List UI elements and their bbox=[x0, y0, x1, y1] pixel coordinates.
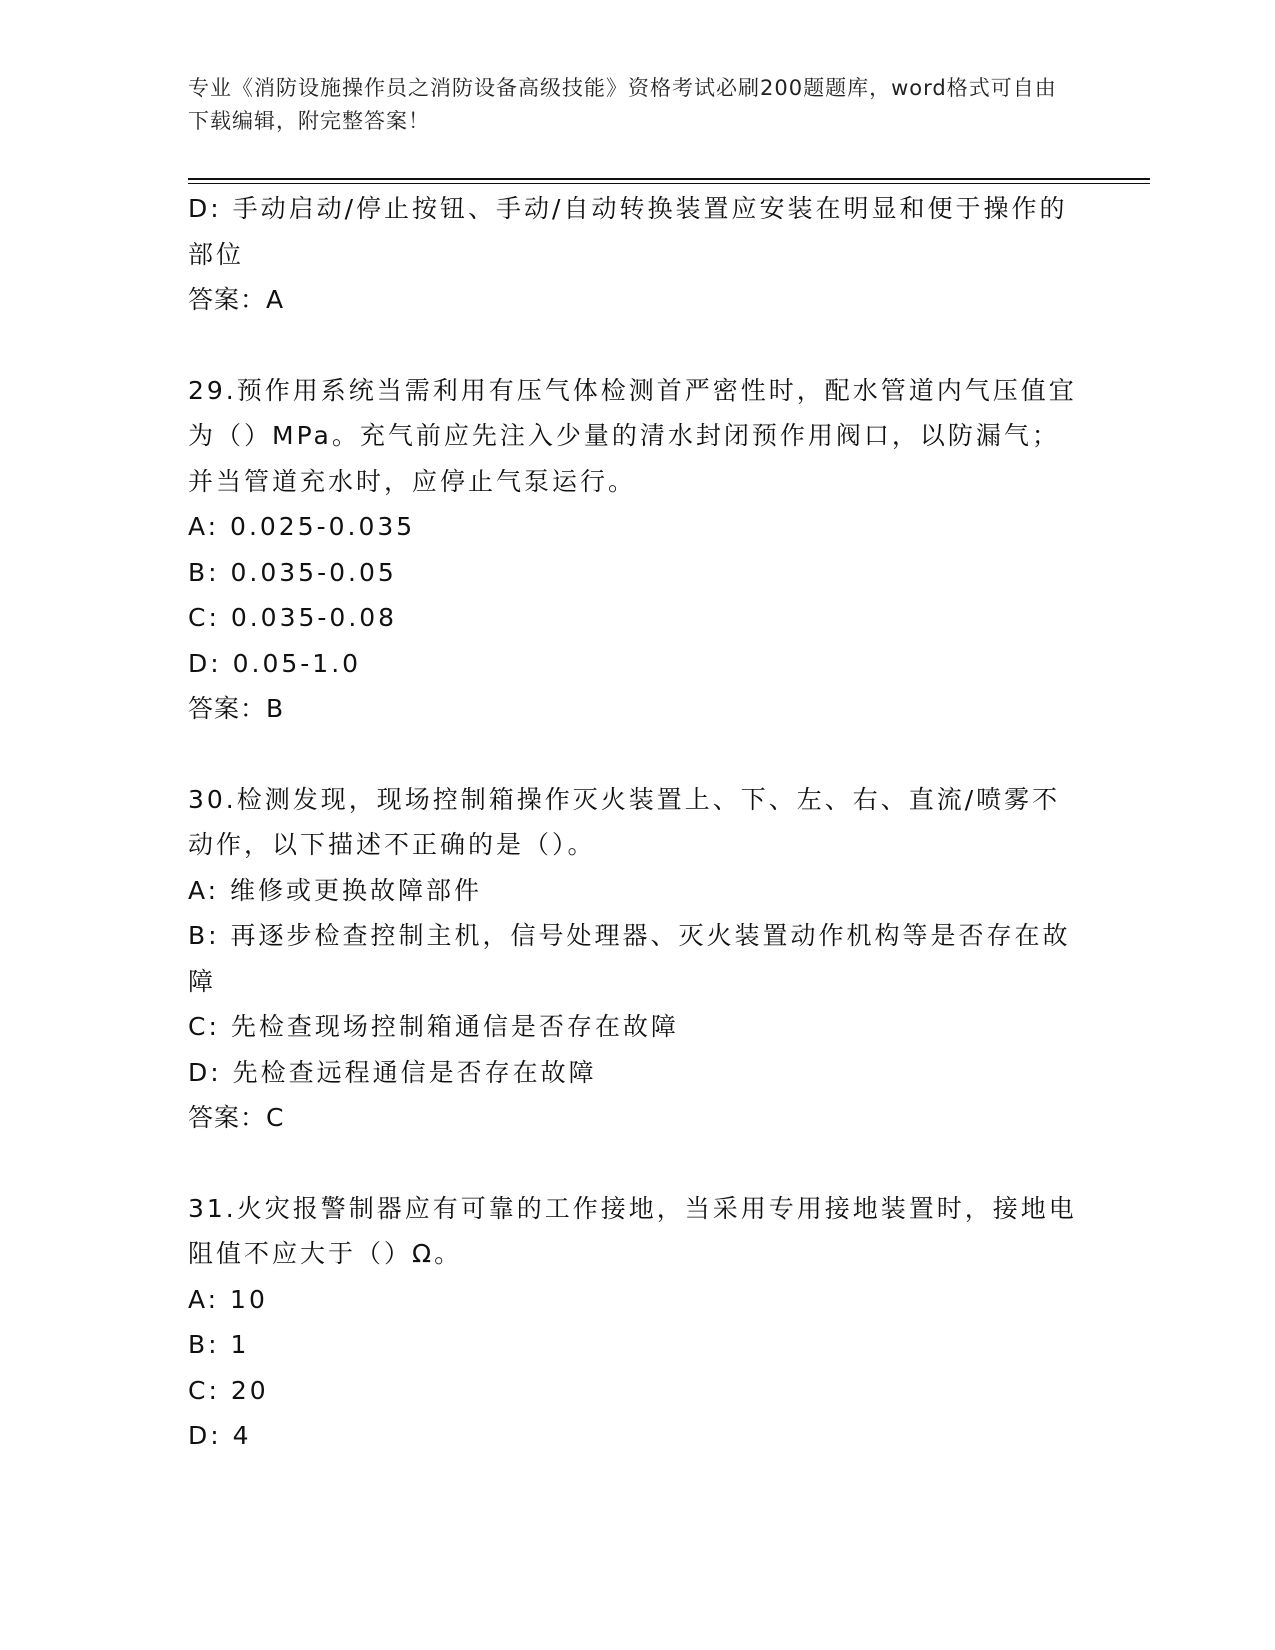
answer-line: 答案：C bbox=[188, 1103, 285, 1132]
spacer bbox=[188, 1141, 1078, 1186]
option-b: B: 0.035-0.05 bbox=[188, 557, 397, 587]
option-c: C: 先检查现场控制箱通信是否存在故障 bbox=[188, 1012, 679, 1041]
spacer bbox=[188, 732, 1078, 777]
option-c: C: 20 bbox=[188, 1375, 269, 1405]
question-stem: 31.火灾报警制器应有可靠的工作接地，当采用专用接地装置时，接地电阻值不应大于（）Ω。 bbox=[188, 1193, 1077, 1268]
option-d: D: 4 bbox=[188, 1421, 252, 1450]
header-divider-thin bbox=[188, 183, 1150, 184]
spacer bbox=[188, 323, 1078, 368]
option-b: B: 再逐步检查控制主机，信号处理器、灭火装置动作机构等是否存在故障 bbox=[188, 921, 1071, 996]
option-a: A: 维修或更换故障部件 bbox=[188, 875, 483, 905]
question-31 bbox=[188, 1186, 1078, 1459]
answer-line: 答案：B bbox=[188, 694, 285, 723]
header-divider-thick bbox=[188, 178, 1150, 180]
option-d: D: 手动启动/停止按钮、手动/自动转换装置应安装在明显和便于操作的部位 bbox=[188, 194, 1068, 269]
question-list bbox=[188, 186, 1078, 1459]
page-header: 专业《消防设施操作员之消防设备高级技能》资格考试必刷200题题库，word格式可自由下载编辑，附完整答案！ bbox=[188, 76, 1057, 133]
answer-line: 答案：A bbox=[188, 285, 285, 314]
question-stem: 30.检测发现，现场控制箱操作灭火装置上、下、左、右、直流/喷雾不动作，以下描述不正确的是（）。 bbox=[188, 784, 1061, 859]
option-d: D: 0.05-1.0 bbox=[188, 648, 362, 678]
option-c: C: 0.035-0.08 bbox=[188, 603, 398, 632]
option-a: A: 10 bbox=[188, 1284, 268, 1314]
option-b: B: 1 bbox=[188, 1330, 250, 1359]
question-30 bbox=[188, 777, 1078, 1141]
option-d: D: 先检查远程通信是否存在故障 bbox=[188, 1057, 597, 1087]
question-stem: 29.预作用系统当需利用有压气体检测首严密性时，配水管道内气压值宜为（）MPa。充气前应先注入少量的清水封闭预作用阀口，以防漏气；并当管道充水时，应停止气泵运行。 bbox=[188, 375, 1077, 496]
question-29 bbox=[188, 368, 1078, 732]
option-a: A: 0.025-0.035 bbox=[188, 512, 416, 541]
